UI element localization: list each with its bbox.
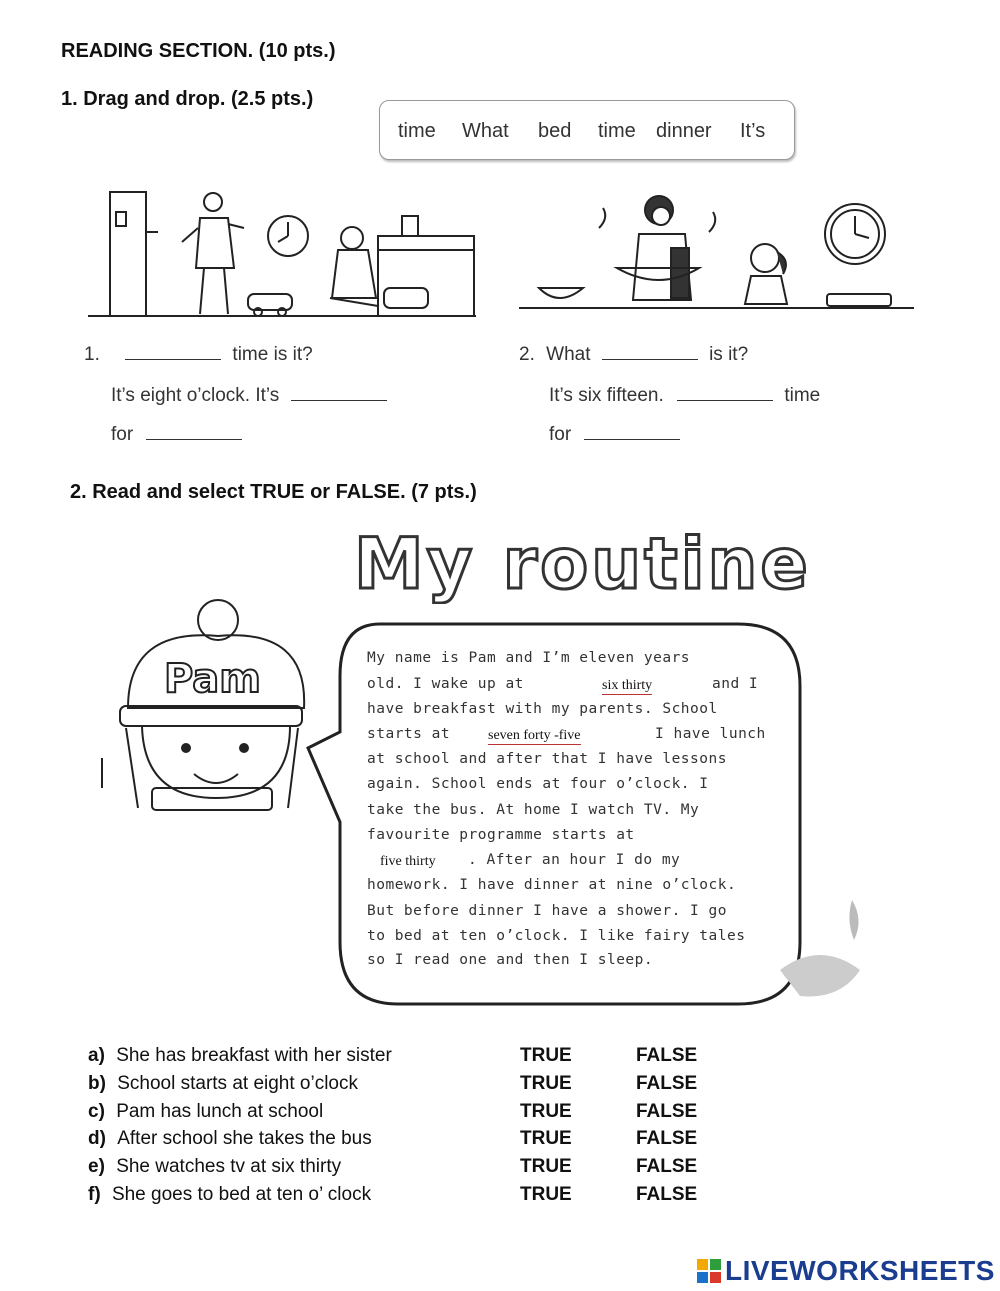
word-chip[interactable]: bed bbox=[538, 120, 572, 142]
pam-illustration bbox=[98, 598, 318, 818]
answer-blank[interactable] bbox=[677, 384, 773, 401]
false-option[interactable]: FALSE bbox=[636, 1045, 698, 1066]
story-line: have breakfast with my parents. School bbox=[367, 701, 718, 717]
false-option[interactable]: FALSE bbox=[636, 1156, 698, 1177]
story-line: . After an hour I do my bbox=[468, 852, 681, 868]
question-1-line-2: It’s eight o’clock. It’s bbox=[111, 384, 387, 407]
answer-blank[interactable] bbox=[291, 384, 387, 401]
story-line: homework. I have dinner at nine o’clock. bbox=[367, 877, 737, 893]
hat-name: Pam bbox=[164, 656, 261, 702]
bedtime-illustration bbox=[88, 188, 478, 320]
filled-time: six thirty bbox=[602, 678, 653, 693]
true-option[interactable]: TRUE bbox=[520, 1184, 572, 1205]
filled-time: five thirty bbox=[380, 854, 436, 869]
exercise1-title: 1. Drag and drop. (2.5 pts.) bbox=[61, 88, 314, 110]
word-chip[interactable]: dinner bbox=[656, 120, 712, 142]
word-chip[interactable]: time bbox=[598, 120, 636, 142]
story-line: take the bus. At home I watch TV. My bbox=[367, 802, 700, 818]
exercise2-title: 2. Read and select TRUE or FALSE. (7 pts.) bbox=[70, 481, 477, 503]
word-chip[interactable]: time bbox=[398, 120, 436, 142]
story-title: My routine bbox=[354, 523, 811, 604]
story-line: I have lunch bbox=[655, 726, 766, 742]
story-line: favourite programme starts at bbox=[367, 827, 635, 843]
story-line: to bed at ten o’clock. I like fairy tales bbox=[367, 928, 746, 944]
answer-blank[interactable] bbox=[602, 343, 698, 360]
word-chip[interactable]: It’s bbox=[740, 120, 766, 142]
dinner-illustration bbox=[519, 188, 914, 320]
false-option[interactable]: FALSE bbox=[636, 1073, 698, 1094]
story-line: and I bbox=[712, 676, 759, 692]
story-line: starts at bbox=[367, 726, 451, 742]
statement-row: d) After school she takes the bus bbox=[88, 1128, 372, 1149]
story-line: at school and after that I have lessons bbox=[367, 751, 727, 767]
story-line: old. I wake up at bbox=[367, 676, 524, 692]
statement-row: b) School starts at eight o’clock bbox=[88, 1073, 359, 1094]
answer-blank[interactable] bbox=[146, 423, 242, 440]
story-line: But before dinner I have a shower. I go bbox=[367, 903, 727, 919]
liveworksheets-logo bbox=[697, 1255, 995, 1287]
answer-blank[interactable] bbox=[125, 343, 221, 360]
true-option[interactable]: TRUE bbox=[520, 1073, 572, 1094]
true-option[interactable]: TRUE bbox=[520, 1045, 572, 1066]
statement-row: f) She goes to bed at ten o’ clock bbox=[88, 1184, 372, 1205]
statement-row: a) She has breakfast with her sister bbox=[88, 1045, 392, 1066]
logo-text: LIVEWORKSHEETS bbox=[725, 1255, 995, 1286]
question-2-line-1: 2. What is it? bbox=[519, 344, 749, 365]
true-option[interactable]: TRUE bbox=[520, 1128, 572, 1149]
story-title-graphic bbox=[350, 522, 870, 604]
word-bank bbox=[379, 100, 795, 160]
statement-row: e) She watches tv at six thirty bbox=[88, 1156, 342, 1177]
story-line: so I read one and then I sleep. bbox=[367, 952, 654, 968]
story-line: again. School ends at four o’clock. I bbox=[367, 776, 709, 792]
true-option[interactable]: TRUE bbox=[520, 1101, 572, 1122]
decorative-shape bbox=[770, 900, 865, 1010]
true-option[interactable]: TRUE bbox=[520, 1156, 572, 1177]
false-option[interactable]: FALSE bbox=[636, 1184, 698, 1205]
statement-row: c) Pam has lunch at school bbox=[88, 1101, 324, 1122]
question-2-line-2: It’s six fifteen. time bbox=[549, 385, 821, 406]
section-title: READING SECTION. (10 pts.) bbox=[61, 40, 336, 62]
answer-blank[interactable] bbox=[584, 423, 680, 440]
logo-grid-icon bbox=[697, 1259, 721, 1283]
word-chip[interactable]: What bbox=[462, 120, 509, 142]
story-line: My name is Pam and I’m eleven years bbox=[367, 650, 691, 666]
false-option[interactable]: FALSE bbox=[636, 1101, 698, 1122]
filled-time: seven forty -five bbox=[488, 728, 581, 743]
question-1-line-1: 1. time is it? bbox=[84, 344, 313, 365]
false-option[interactable]: FALSE bbox=[636, 1128, 698, 1149]
question-1-line-3: for bbox=[111, 423, 242, 446]
question-2-line-3: for bbox=[549, 423, 680, 446]
